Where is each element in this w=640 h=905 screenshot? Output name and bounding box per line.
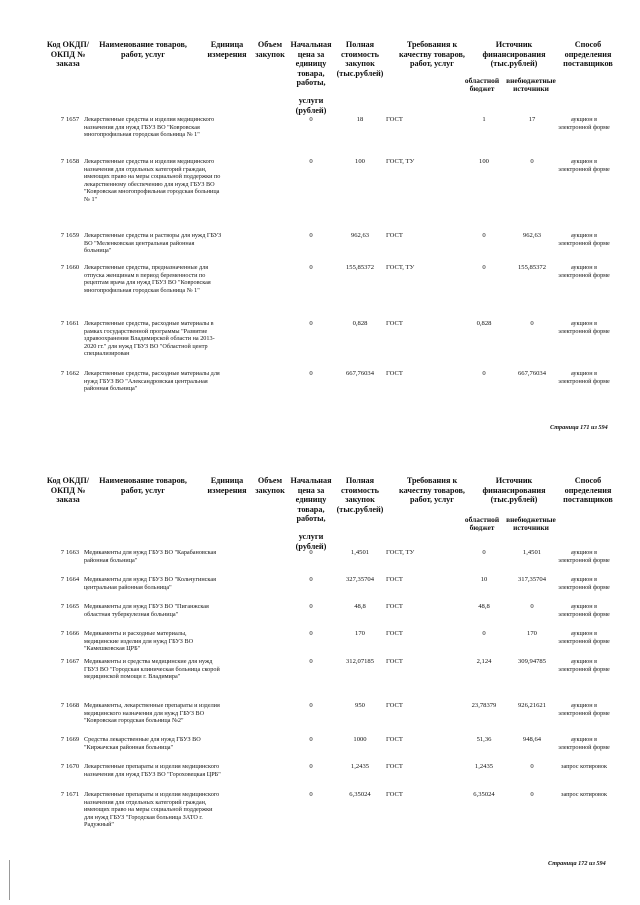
regional-budget: 10 — [480, 576, 488, 583]
item-name: Лекарственные средства, расходные материалы в рамках государственной программы "Развитие здравоохранения Владимирской области на 2013-2020 гг." для нужд ГБУЗ ВО "Областной центр специализирован — [84, 320, 215, 358]
start-price: 0 — [309, 116, 313, 123]
requirements: ГОСТ — [386, 116, 403, 123]
procurement-method: аукцион в электронной форме — [558, 702, 610, 717]
item-name: Лекарственные препараты и изделия медицинского назначения для отдельных категорий граждан, имеющих право на меры социальной поддержки для нужд ГБУЗ "Городская больница ЗАТО г. Радужный" — [84, 791, 220, 829]
start-price: 0 — [309, 630, 313, 637]
item-name: Медикаменты для нужд ГБУЗ ВО "Карабановская районная больница" — [84, 549, 217, 564]
regional-budget: 0 — [482, 370, 486, 377]
offbudget-sources: 926,21621 — [517, 702, 547, 709]
regional-budget: 6,35024 — [473, 791, 495, 798]
order-number: 7 — [60, 576, 64, 583]
item-name: Средства лекарственные для нужд ГБУЗ ВО "Киржачская районная больница" — [84, 736, 201, 751]
regional-budget: 48,8 — [478, 603, 490, 610]
full-cost: 327,35704 — [345, 576, 375, 583]
full-cost: 170 — [355, 630, 365, 637]
item-name: Медикаменты для нужд ГБУЗ ВО "Пиганжская областная туберкулезная больница" — [84, 603, 209, 618]
regional-budget: 2,124 — [476, 658, 492, 665]
offbudget-sources: 667,76034 — [517, 370, 547, 377]
procurement-method: аукцион в электронной форме — [558, 630, 610, 645]
offbudget-sources: 0 — [530, 763, 534, 770]
start-price: 0 — [309, 658, 313, 665]
procurement-method: аукцион в электронной форме — [558, 232, 610, 247]
order-number: 7 — [60, 370, 64, 377]
full-cost: 100 — [355, 158, 365, 165]
order-id: 1671 — [66, 791, 80, 798]
full-cost: 155,85372 — [345, 264, 375, 271]
item-name: Лекарственные средства, предназначенные для отпуска женщинам в период беременности по рецептам врача для нужд ГБУЗ ВО "Ковровская многопрофильная городская больница № 1" — [84, 264, 211, 294]
start-price: 0 — [309, 264, 313, 271]
requirements: ГОСТ — [386, 763, 403, 770]
offbudget-sources: 317,35704 — [517, 576, 547, 583]
order-number: 7 — [60, 702, 64, 709]
order-id: 1663 — [66, 549, 80, 556]
requirements: ГОСТ — [386, 658, 403, 665]
procurement-method: аукцион в электронной форме — [558, 736, 610, 751]
col-header-requirements: Требования к качеству товаров, работ, услуг — [399, 40, 465, 69]
requirements: ГОСТ — [386, 791, 403, 798]
order-number: 7 — [60, 630, 64, 637]
item-name: Лекарственные средства и изделия медицинского назначения для отдельных категорий граждан, имеющих право на меры социальной поддержки по лекарственному обеспечению для нужд ГБУЗ ВО "Ковровская многопрофильная городская больница № 1" — [84, 158, 221, 203]
procurement-method: аукцион в электронной форме — [558, 549, 610, 564]
full-cost: 18 — [356, 116, 364, 123]
requirements: ГОСТ, ТУ — [386, 264, 415, 271]
start-price: 0 — [309, 603, 313, 610]
order-id: 1658 — [66, 158, 80, 165]
order-id: 1666 — [66, 630, 80, 637]
start-price: 0 — [309, 549, 313, 556]
order-id: 1664 — [66, 576, 80, 583]
offbudget-sources: 170 — [527, 630, 537, 637]
full-cost: 312,07185 — [345, 658, 375, 665]
requirements: ГОСТ — [386, 603, 403, 610]
col-header-services: услуги (рублей) — [295, 96, 327, 115]
procurement-method: запрос котировок — [561, 763, 607, 770]
col-header-start-price: Начальная цена за единицу товара, работы, — [290, 476, 332, 524]
item-name: Медикаменты и средства медицинские для нужд ГБУЗ ВО "Городская клиническая больница скорой медицинской помощи г. Владимира" — [84, 658, 220, 681]
col-header-method: Способ определения поставщиков — [563, 476, 613, 505]
start-price: 0 — [309, 736, 313, 743]
order-id: 1659 — [66, 232, 80, 239]
order-id: 1657 — [66, 116, 80, 123]
col-header-full-cost: Полная стоимость закупок (тыс.рублей) — [336, 476, 384, 514]
offbudget-sources: 1,4501 — [522, 549, 542, 556]
start-price: 0 — [309, 763, 313, 770]
page-number: Страница 171 из 594 — [550, 424, 608, 431]
regional-budget: 0 — [482, 630, 486, 637]
regional-budget: 100 — [479, 158, 489, 165]
procurement-method: аукцион в электронной форме — [558, 658, 610, 673]
item-name: Лекарственные средства и растворы для нужд ГБУЗ ВО "Меленковская центральная районная больница" — [84, 232, 222, 255]
procurement-method: аукцион в электронной форме — [558, 116, 610, 131]
offbudget-sources: 0 — [530, 791, 534, 798]
procurement-method: аукцион в электронной форме — [558, 370, 610, 385]
requirements: ГОСТ, ТУ — [386, 549, 415, 556]
order-number: 7 — [60, 658, 64, 665]
col-header-offbudget: внебюджетные источники — [506, 515, 556, 533]
procurement-method: аукцион в электронной форме — [558, 158, 610, 173]
order-number: 7 — [60, 763, 64, 770]
col-header-unit: Единица измерения — [207, 476, 247, 495]
order-id: 1669 — [66, 736, 80, 743]
procurement-method: аукцион в электронной форме — [558, 264, 610, 279]
full-cost: 962,63 — [350, 232, 370, 239]
order-number: 7 — [60, 158, 64, 165]
start-price: 0 — [309, 320, 313, 327]
col-header-volume: Объем закупок — [255, 40, 285, 59]
offbudget-sources: 948,64 — [522, 736, 542, 743]
item-name: Лекарственные средства и изделия медицинского назначения для нужд ГБУЗ ВО "Ковровская многопрофильная городская больница № 1" — [84, 116, 215, 139]
offbudget-sources: 0 — [530, 158, 534, 165]
col-header-method: Способ определения поставщиков — [563, 40, 613, 69]
regional-budget: 51,36 — [476, 736, 492, 743]
requirements: ГОСТ — [386, 736, 403, 743]
col-header-unit: Единица измерения — [207, 40, 247, 59]
requirements: ГОСТ, ТУ — [386, 158, 415, 165]
offbudget-sources: 17 — [528, 116, 536, 123]
page-number: Страница 172 из 594 — [548, 860, 606, 867]
offbudget-sources: 155,85372 — [517, 264, 547, 271]
start-price: 0 — [309, 370, 313, 377]
requirements: ГОСТ — [386, 370, 403, 377]
item-name: Медикаменты, лекарственные препараты и изделия медицинского назначения для нужд ГБУЗ ВО "Ковровская городская больница №2" — [84, 702, 220, 725]
order-id: 1667 — [66, 658, 80, 665]
page-172 — [0, 440, 640, 905]
requirements: ГОСТ — [386, 702, 403, 709]
full-cost: 667,76034 — [345, 370, 375, 377]
col-header-regional: областной бюджет — [464, 76, 500, 94]
full-cost: 950 — [355, 702, 365, 709]
order-number: 7 — [60, 320, 64, 327]
order-number: 7 — [60, 736, 64, 743]
order-number: 7 — [60, 791, 64, 798]
procurement-method: аукцион в электронной форме — [558, 576, 610, 591]
item-name: Медикаменты для нужд ГБУЗ ВО "Кольчугинская центральная районная больница" — [84, 576, 216, 591]
order-number: 7 — [60, 264, 64, 271]
col-header-full-cost: Полная стоимость закупок (тыс.рублей) — [336, 40, 384, 78]
regional-budget: 0 — [482, 264, 486, 271]
procurement-method: аукцион в электронной форме — [558, 320, 610, 335]
order-id: 1661 — [66, 320, 80, 327]
page-171 — [0, 0, 640, 440]
order-id: 1668 — [66, 702, 80, 709]
offbudget-sources: 0 — [530, 603, 534, 610]
full-cost: 0,828 — [352, 320, 368, 327]
full-cost: 1,2435 — [350, 763, 370, 770]
start-price: 0 — [309, 232, 313, 239]
order-id: 1670 — [66, 763, 80, 770]
full-cost: 6,35024 — [349, 791, 371, 798]
regional-budget: 1,2435 — [474, 763, 494, 770]
col-header-requirements: Требования к качеству товаров, работ, услуг — [399, 476, 465, 505]
start-price: 0 — [309, 702, 313, 709]
start-price: 0 — [309, 158, 313, 165]
col-header-name: Наименование товаров, работ, услуг — [99, 40, 187, 59]
offbudget-sources: 962,63 — [522, 232, 542, 239]
start-price: 0 — [309, 791, 313, 798]
order-id: 1660 — [66, 264, 80, 271]
order-number: 7 — [60, 549, 64, 556]
regional-budget: 0 — [482, 232, 486, 239]
order-number: 7 — [60, 603, 64, 610]
col-header-volume: Объем закупок — [255, 476, 285, 495]
col-header-code: Код ОКДП/ ОКПД № заказа — [46, 476, 90, 505]
regional-budget: 23,78379 — [471, 702, 497, 709]
col-header-funding: Источник финансирования (тыс.рублей) — [482, 40, 546, 69]
start-price: 0 — [309, 576, 313, 583]
requirements: ГОСТ — [386, 630, 403, 637]
col-header-name: Наименование товаров, работ, услуг — [99, 476, 187, 495]
requirements: ГОСТ — [386, 320, 403, 327]
procurement-method: запрос котировок — [561, 791, 607, 798]
regional-budget: 0 — [482, 549, 486, 556]
full-cost: 48,8 — [354, 603, 366, 610]
order-number: 7 — [60, 232, 64, 239]
item-name: Медикаменты и расходные материалы, медицинские изделия для нужд ГБУЗ ВО "Камешковская ЦРБ" — [84, 630, 194, 653]
order-id: 1665 — [66, 603, 80, 610]
col-header-start-price: Начальная цена за единицу товара, работы, — [290, 40, 332, 88]
order-number: 7 — [60, 116, 64, 123]
full-cost: 1000 — [353, 736, 367, 743]
requirements: ГОСТ — [386, 576, 403, 583]
item-name: Лекарственные средства, расходные материалы для нужд ГБУЗ ВО "Александровская центральная районная больница" — [84, 370, 220, 393]
requirements: ГОСТ — [386, 232, 403, 239]
full-cost: 1,4501 — [350, 549, 370, 556]
col-header-funding: Источник финансирования (тыс.рублей) — [482, 476, 546, 505]
procurement-method: аукцион в электронной форме — [558, 603, 610, 618]
col-header-code: Код ОКДП/ ОКПД № заказа — [46, 40, 90, 69]
regional-budget: 1 — [482, 116, 486, 123]
offbudget-sources: 0 — [530, 320, 534, 327]
col-header-offbudget: внебюджетные источники — [506, 76, 556, 94]
regional-budget: 0,828 — [476, 320, 492, 327]
col-header-services: услуги (рублей) — [295, 532, 327, 551]
col-header-regional: областной бюджет — [464, 515, 500, 533]
order-id: 1662 — [66, 370, 80, 377]
scan-edge — [9, 860, 10, 900]
offbudget-sources: 309,94785 — [517, 658, 547, 665]
item-name: Лекарственные препараты и изделия медицинского назначения для нужд ГБУЗ ВО "Гороховецкая ЦРБ" — [84, 763, 221, 778]
